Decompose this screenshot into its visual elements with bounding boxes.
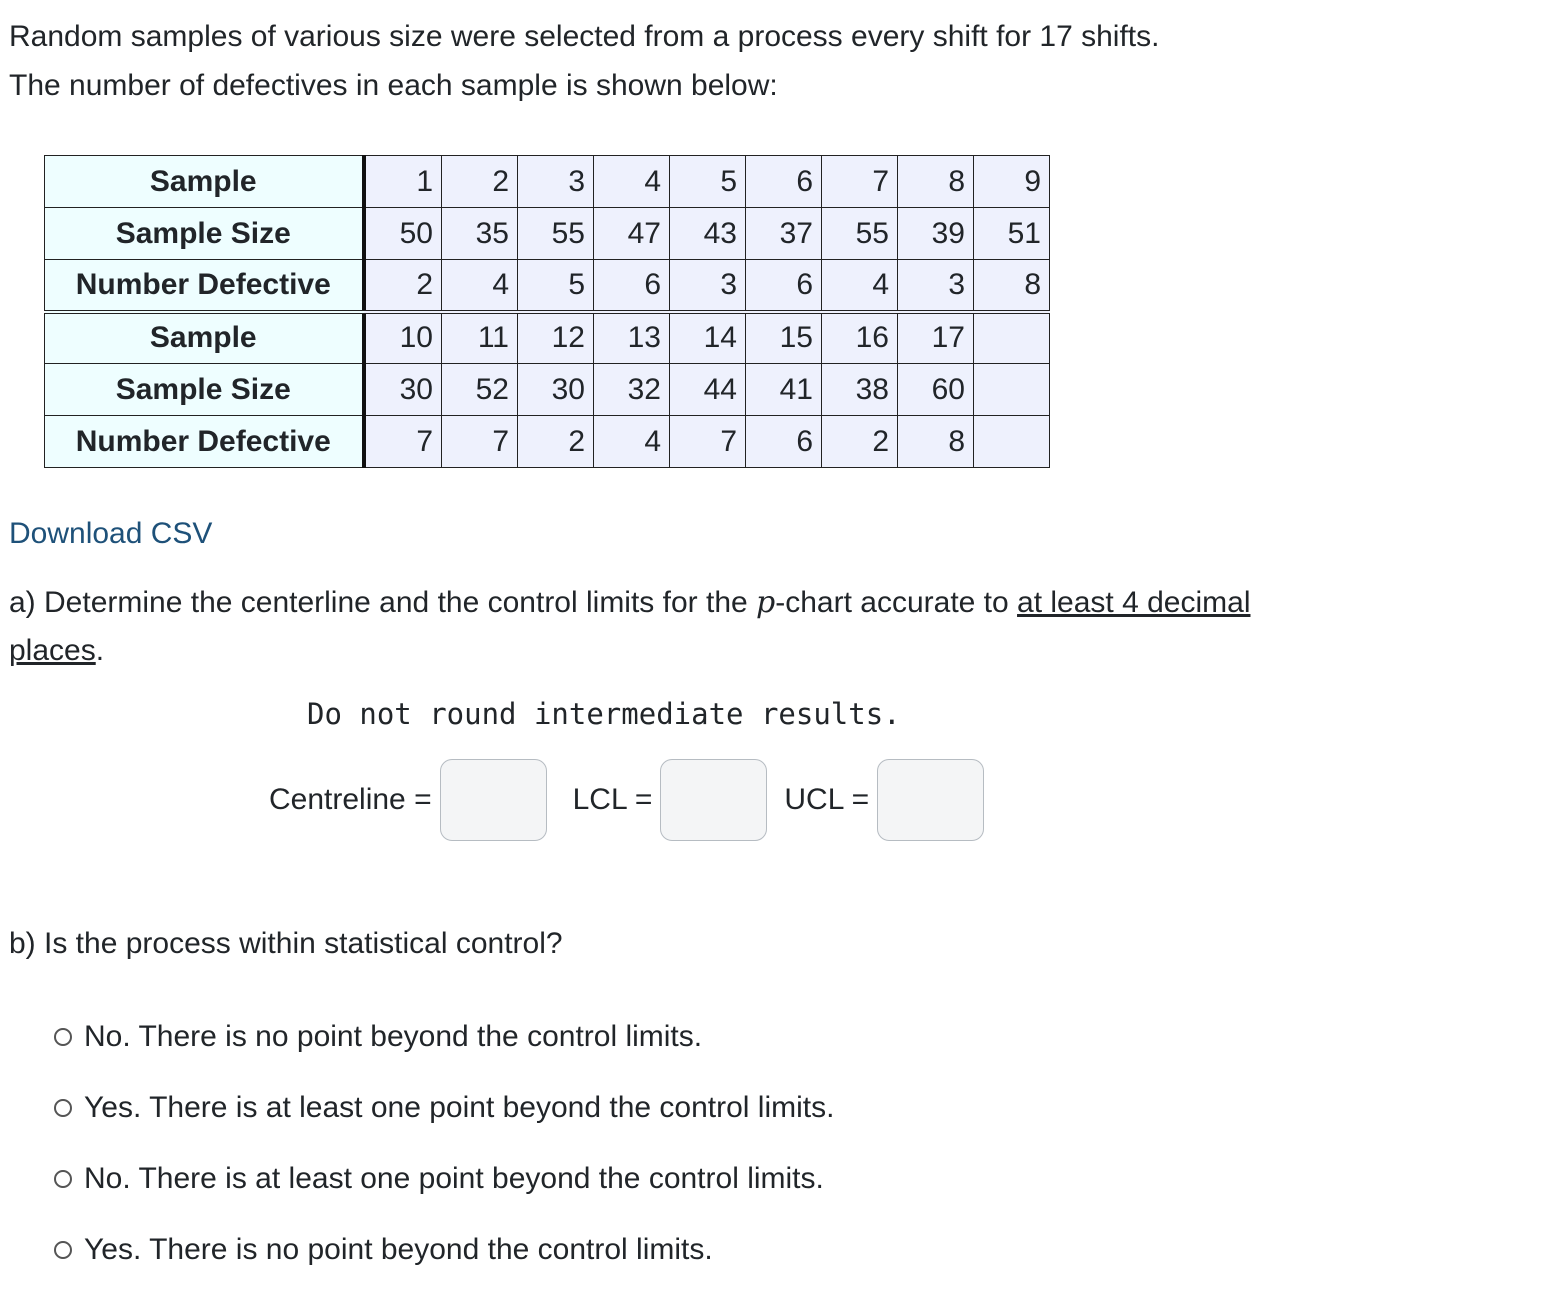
ucl-input[interactable] [877,759,984,841]
part-a-text-after: . [95,634,105,667]
part-a-text-middle: -chart accurate to [775,586,1018,619]
table-cell: 3 [518,156,594,208]
option-4[interactable] [54,1226,834,1274]
ucl-label: UCL = [784,783,870,816]
table-cell: 7 [364,416,442,468]
table-cell: 1 [364,156,442,208]
table-cell: 60 [898,364,974,416]
table-cell: 37 [746,208,822,260]
table-cell: 3 [670,260,746,312]
table-cell: 41 [746,364,822,416]
table-cell: 5 [670,156,746,208]
table-cell: 30 [518,364,594,416]
lcl-label: LCL = [572,783,653,816]
intro-line-1: Random samples of various size were selected from a process every shift for 17 shifts. [9,20,1160,53]
table-cell: 38 [822,364,898,416]
table-cell: 8 [898,416,974,468]
row-label-sample-size: Sample Size [45,208,364,260]
problem-intro [9,12,1159,110]
table-cell: 7 [822,156,898,208]
p-variable: p [756,585,776,620]
rounding-note: Do not round intermediate results. [307,697,901,731]
table-cell: 50 [364,208,442,260]
option-label: Yes. There is no point beyond the control limits. [84,1233,713,1266]
control-options [54,1013,834,1297]
table-cell: 47 [594,208,670,260]
option-1[interactable] [54,1013,834,1061]
intro-line-2: The number of defectives in each sample is shown below: [9,69,778,102]
table-cell: 2 [364,260,442,312]
table-cell: 44 [670,364,746,416]
row-label-sample: Sample [45,312,364,364]
table-cell: 14 [670,312,746,364]
table-cell: 13 [594,312,670,364]
table-cell: 15 [746,312,822,364]
table-cell: 6 [594,260,670,312]
table-cell: 2 [518,416,594,468]
row-label-number-defective: Number Defective [45,260,364,312]
part-a-question [9,579,1269,675]
table-cell: 7 [442,416,518,468]
table-cell: 30 [364,364,442,416]
option-3[interactable] [54,1155,834,1203]
option-label: Yes. There is at least one point beyond the control limits. [84,1091,835,1124]
table-cell: 16 [822,312,898,364]
radio-button[interactable] [54,1170,72,1188]
control-limits-answers [269,758,984,842]
table-cell: 2 [822,416,898,468]
table-cell: 8 [974,260,1050,312]
option-label: No. There is at least one point beyond the control limits. [84,1162,824,1195]
table-cell [974,312,1050,364]
table-row [45,312,1050,364]
table-row [45,364,1050,416]
table-cell: 9 [974,156,1050,208]
table-cell: 4 [594,416,670,468]
table-cell: 5 [518,260,594,312]
lcl-input[interactable] [660,759,767,841]
radio-button[interactable] [54,1241,72,1259]
table-cell: 3 [898,260,974,312]
table-cell: 32 [594,364,670,416]
table-cell: 2 [442,156,518,208]
table-cell: 52 [442,364,518,416]
download-csv-link[interactable]: Download CSV [9,517,213,550]
table-cell: 55 [518,208,594,260]
table-cell: 4 [442,260,518,312]
row-label-sample-size: Sample Size [45,364,364,416]
option-2[interactable] [54,1084,834,1132]
table-cell: 6 [746,156,822,208]
part-a-text-before: a) Determine the centerline and the control limits for the [9,586,757,619]
table-cell: 35 [442,208,518,260]
centreline-label: Centreline = [269,783,432,816]
defectives-table [44,155,1050,468]
table-cell: 12 [518,312,594,364]
table-cell: 39 [898,208,974,260]
table-cell: 17 [898,312,974,364]
table-cell: 43 [670,208,746,260]
row-label-sample: Sample [45,156,364,208]
table-cell: 55 [822,208,898,260]
table-cell: 11 [442,312,518,364]
table-cell: 6 [746,416,822,468]
table-cell: 7 [670,416,746,468]
table-cell [974,364,1050,416]
option-label: No. There is no point beyond the control limits. [84,1020,703,1053]
centreline-input[interactable] [440,759,547,841]
table-row [45,208,1050,260]
table-cell: 6 [746,260,822,312]
table-row [45,260,1050,312]
table-cell: 51 [974,208,1050,260]
precision-requirement: at least 4 decimal places [9,586,1251,667]
table-cell: 10 [364,312,442,364]
row-label-number-defective: Number Defective [45,416,364,468]
radio-button[interactable] [54,1028,72,1046]
table-row [45,416,1050,468]
radio-button[interactable] [54,1099,72,1117]
table-cell: 8 [898,156,974,208]
table-row [45,156,1050,208]
table-cell: 4 [594,156,670,208]
part-b-question: b) Is the process within statistical control? [9,927,563,960]
table-cell: 4 [822,260,898,312]
table-cell [974,416,1050,468]
